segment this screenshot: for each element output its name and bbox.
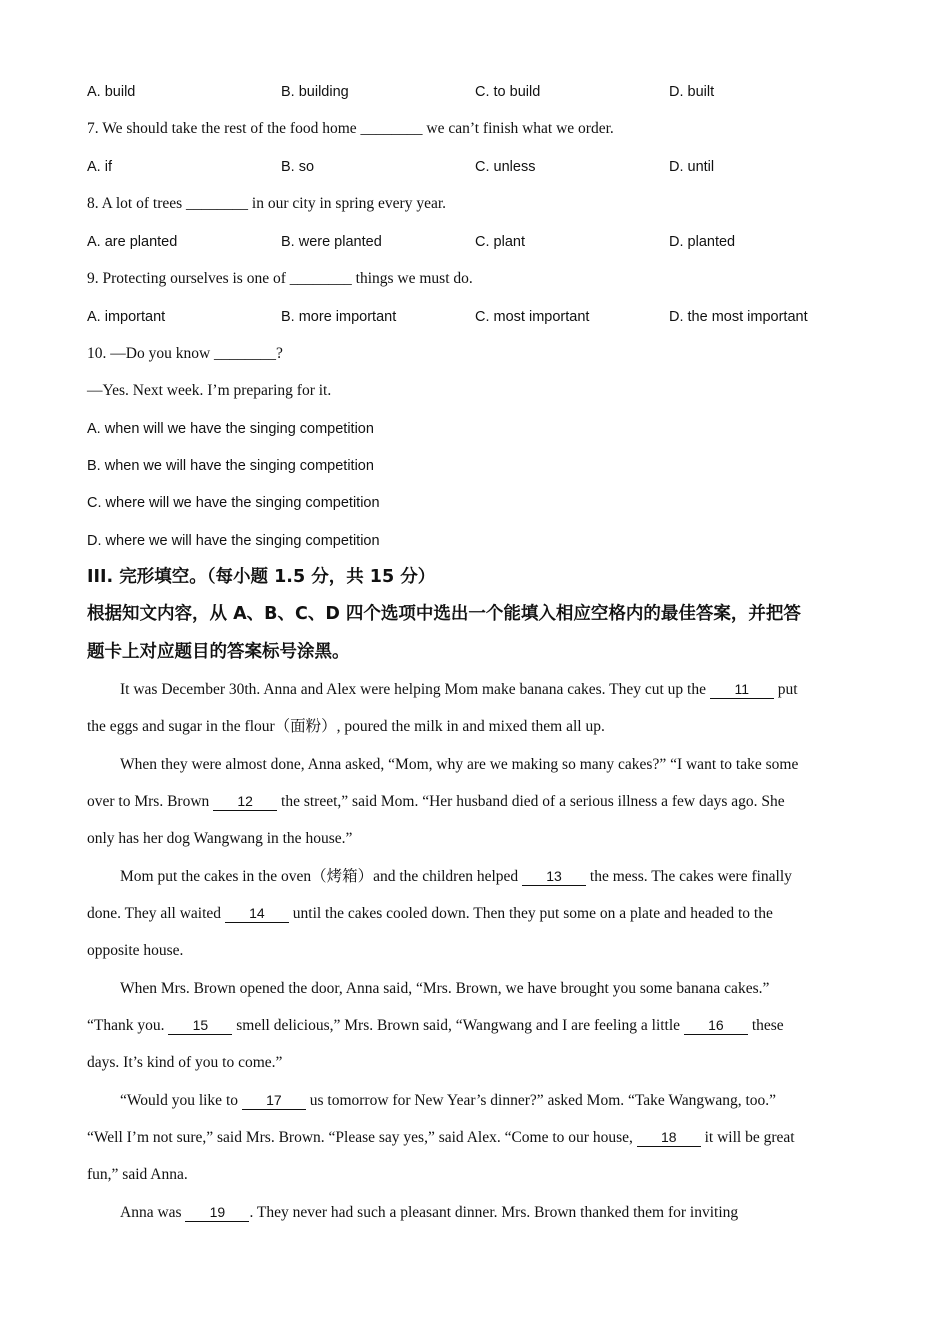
q7-option-c: C. unless bbox=[475, 159, 536, 175]
passage-line: fun,” said Anna. bbox=[87, 1166, 188, 1183]
q6-option-a: A. build bbox=[87, 84, 136, 100]
passage-line bbox=[120, 680, 798, 700]
q6-option-c: C. to build bbox=[475, 84, 541, 100]
q8-stem: 8. A lot of trees ________ in our city in spring every year. bbox=[87, 195, 447, 212]
passage-text: these bbox=[747, 1017, 784, 1034]
q8-option-d: D. planted bbox=[669, 234, 736, 250]
passage-text: the mess. The cakes were finally bbox=[586, 868, 792, 885]
q7-option-b: B. so bbox=[281, 159, 315, 175]
passage-text: the street,” said Mom. “Her husband died of a serious illness a few days ago. She bbox=[277, 793, 785, 810]
passage-text: until the cakes cooled down. Then they put some on a plate and headed to the bbox=[288, 905, 773, 922]
q10-option-a: A. when will we have the singing competition bbox=[87, 421, 374, 437]
passage-text: over to Mrs. Brown bbox=[87, 793, 214, 810]
q10-option-b: B. when we will have the singing competition bbox=[87, 458, 374, 474]
passage-line bbox=[87, 904, 773, 924]
q7-option-a: A. if bbox=[87, 159, 112, 175]
passage-text: . They never had such a pleasant dinner. Mrs. Brown thanked them for inviting bbox=[249, 1204, 739, 1221]
q8-option-a: A. are planted bbox=[87, 234, 178, 250]
passage-line: the eggs and sugar in the flour（面粉）, poured the milk in and mixed them all up. bbox=[87, 718, 605, 735]
q10-option-c: C. where will we have the singing competition bbox=[87, 495, 380, 511]
passage-text: “Well I’m not sure,” said Mrs. Brown. “Please say yes,” said Alex. “Come to our house, bbox=[87, 1129, 637, 1146]
passage-text: us tomorrow for New Year’s dinner?” asked Mom. “Take Wangwang, too.” bbox=[305, 1092, 777, 1109]
q8-option-b: B. were planted bbox=[281, 234, 382, 250]
blank-15: 15 bbox=[168, 1017, 232, 1035]
passage-text: “Would you like to bbox=[120, 1092, 242, 1109]
q7-stem: 7. We should take the rest of the food home ________ we can’t finish what we order. bbox=[87, 120, 614, 137]
q9-option-c: C. most important bbox=[475, 309, 590, 325]
passage-line bbox=[120, 867, 792, 887]
passage-text: It was December 30th. Anna and Alex were helping Mom make banana cakes. They cut up the bbox=[120, 681, 710, 698]
q7-option-d: D. until bbox=[669, 159, 715, 175]
blank-12: 12 bbox=[213, 793, 277, 811]
passage-line bbox=[87, 1128, 795, 1148]
blank-18: 18 bbox=[637, 1129, 701, 1147]
q9-option-b: B. more important bbox=[281, 309, 397, 325]
passage-line bbox=[120, 1203, 738, 1223]
q9-option-a: A. important bbox=[87, 309, 166, 325]
blank-19: 19 bbox=[185, 1204, 249, 1222]
passage-text: “Thank you. bbox=[87, 1017, 169, 1034]
q6-option-b: B. building bbox=[281, 84, 349, 100]
section-instructions-line2: 题卡上对应题目的答案标号涂黑。 bbox=[87, 642, 350, 662]
blank-13: 13 bbox=[522, 868, 586, 886]
blank-16: 16 bbox=[684, 1017, 748, 1035]
passage-line bbox=[120, 1091, 776, 1111]
passage-text: put bbox=[773, 681, 798, 698]
passage-line: only has her dog Wangwang in the house.” bbox=[87, 830, 353, 847]
q8-option-c: C. plant bbox=[475, 234, 525, 250]
q6-option-d: D. built bbox=[669, 84, 715, 100]
passage-text: done. They all waited bbox=[87, 905, 225, 922]
passage-line: When Mrs. Brown opened the door, Anna said, “Mrs. Brown, we have brought you some banana cakes.” bbox=[120, 980, 770, 997]
passage-line bbox=[87, 792, 785, 812]
passage-line bbox=[87, 1016, 784, 1036]
passage-line: When they were almost done, Anna asked, “Mom, why are we making so many cakes?” “I want to take some bbox=[120, 756, 799, 773]
q9-option-d: D. the most important bbox=[669, 309, 808, 325]
passage-line: opposite house. bbox=[87, 942, 184, 959]
blank-11: 11 bbox=[710, 681, 774, 699]
section-instructions-line1: 根据知文内容，从 A、B、C、D 四个选项中选出一个能填入相应空格内的最佳答案，并把答 bbox=[87, 604, 801, 624]
blank-14: 14 bbox=[225, 905, 289, 923]
passage-text: Mom put the cakes in the oven（烤箱）and the children helped bbox=[120, 868, 523, 885]
passage-line: days. It’s kind of you to come.” bbox=[87, 1054, 283, 1071]
q10-option-d: D. where we will have the singing competition bbox=[87, 533, 380, 549]
q10-stem: 10. —Do you know ________? bbox=[87, 345, 283, 362]
q9-stem: 9. Protecting ourselves is one of ________ things we must do. bbox=[87, 270, 473, 287]
section-title: III. 完形填空。（每小题 1.5 分，共 15 分） bbox=[87, 567, 436, 587]
passage-text: smell delicious,” Mrs. Brown said, “Wangwang and I are feeling a little bbox=[232, 1017, 684, 1034]
passage-text: it will be great bbox=[700, 1129, 795, 1146]
blank-17: 17 bbox=[242, 1092, 306, 1110]
q10-reply: —Yes. Next week. I’m preparing for it. bbox=[87, 382, 332, 399]
passage-text: Anna was bbox=[120, 1204, 186, 1221]
